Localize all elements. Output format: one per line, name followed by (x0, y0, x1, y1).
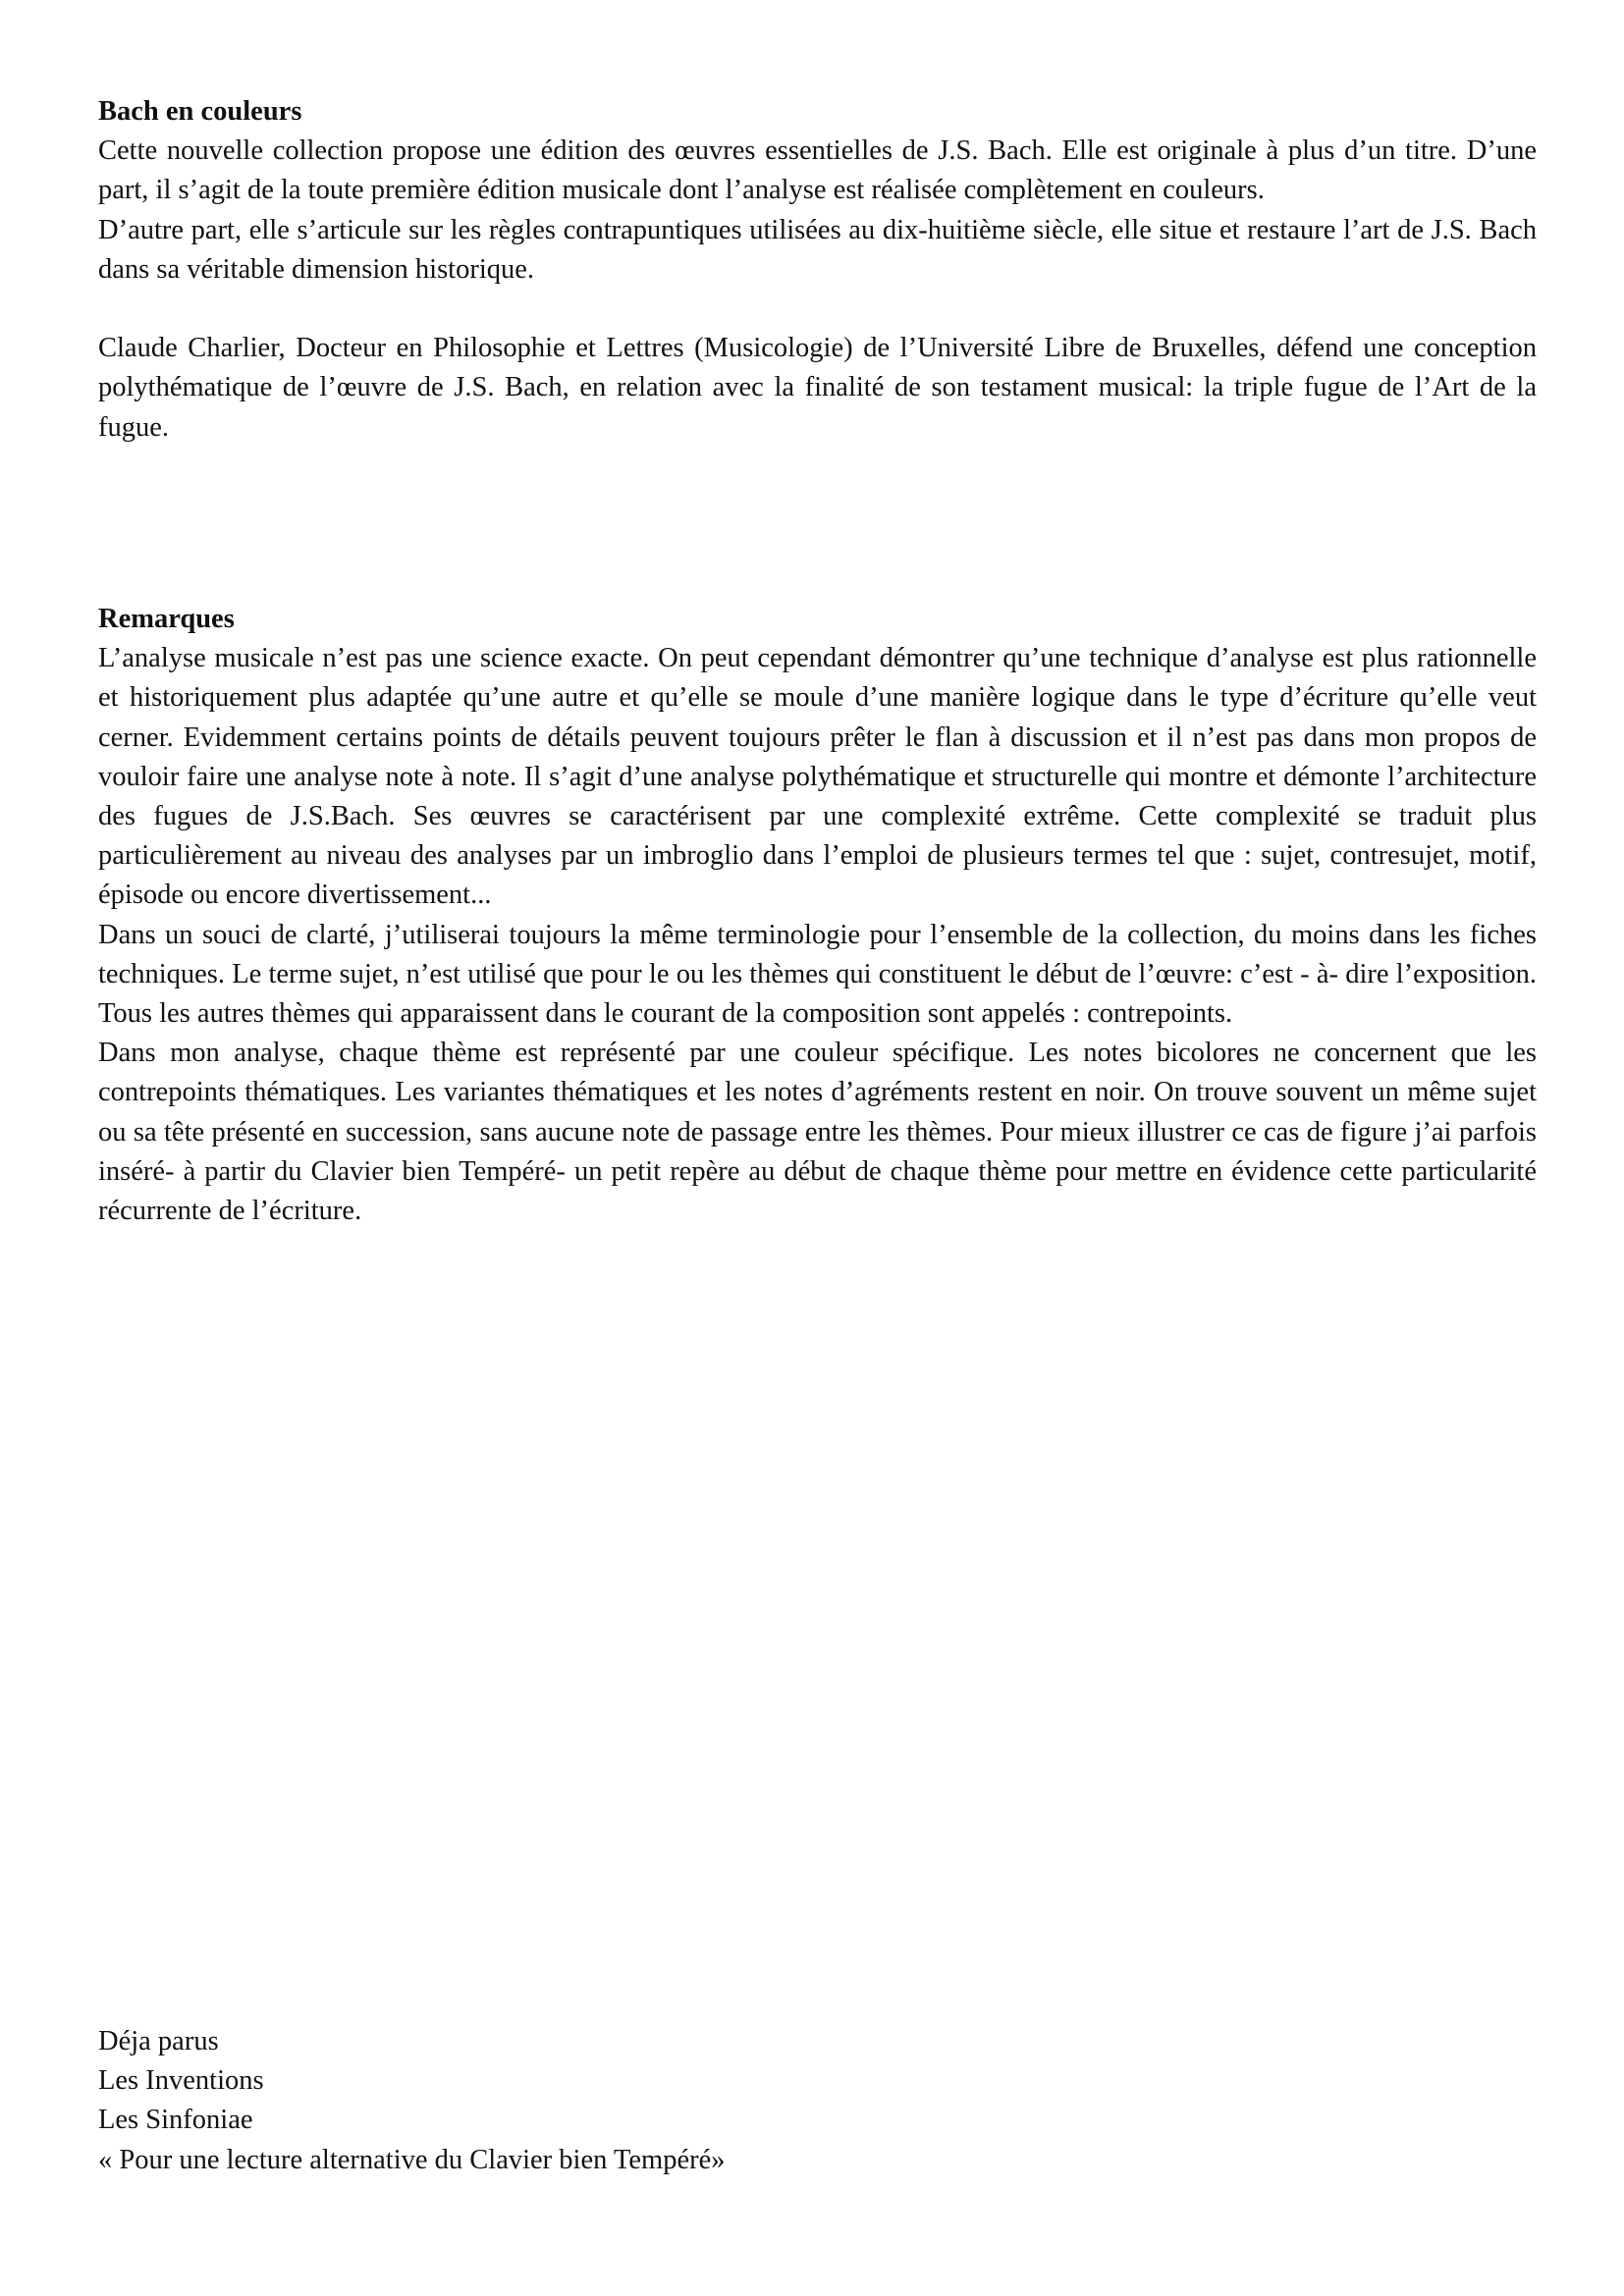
paragraph-author-bio: Claude Charlier, Docteur en Philosophie et Lettres (Musicologie) de l’Université Libre de Bruxelles, défend une conception polythématique de l’œuvre de J.S. Bach, en relation avec la finalité de son testament musical: la triple fugue de l’Art de la fugue. (98, 333, 1537, 443)
published-item-inventions: Les Inventions (98, 2065, 264, 2097)
section-remarques (98, 600, 1537, 1231)
published-item-sinfoniae: Les Sinfoniae (98, 2105, 253, 2136)
paragraph-contrapuntal-rules: D’autre part, elle s’articule sur les règles contrapuntiques utilisées au dix-huitième siècle, elle situe et restaure l’art de J.S. Bach dans sa véritable dimension historique. (98, 214, 1537, 285)
paragraph-analysis-method: L’analyse musicale n’est pas une science exacte. On peut cependant démontrer qu’une technique d’analyse est plus rationnelle et historiquement plus adaptée qu’une autre et qu’elle se moule d’une manière logique dans le type d’écriture qu’elle veut cerner. Evidemment certains points de détails peuvent toujours prêter le flan à discussion et il n’est pas dans mon propos de vouloir faire une analyse note à note. Il s’agit d’une analyse polythématique et structurelle qui montre et démonte l’architecture des fugues de J.S.Bach. Ses œuvres se caractérisent par une complexité extrême. Cette complexité se traduit plus particulièrement au niveau des analyses par un imbroglio dans l’emploi de plusieurs termes tel que : sujet, contresujet, motif, épisode ou encore divertissement... (98, 643, 1537, 911)
section-deja-parus (98, 2022, 1537, 2180)
published-item-clavier: « Pour une lecture alternative du Clavier bien Tempéré» (98, 2144, 726, 2175)
section-heading-remarques: Remarques (98, 604, 235, 634)
paragraph-terminology: Dans un souci de clarté, j’utiliserai toujours la même terminologie pour l’ensemble de la collection, du moins dans les fiches techniques. Le terme sujet, n’est utilisé que pour le ou les thèmes qui constituent le début de l’œuvre: c’est - à- dire l’exposition. Tous les autres thèmes qui apparaissent dans le courant de la composition sont appelés : contrepoints. (98, 919, 1537, 1030)
paragraph-spacer (98, 290, 1537, 329)
published-heading: Déja parus (98, 2026, 219, 2056)
section-heading-bach-en-couleurs: Bach en couleurs (98, 96, 302, 127)
section-bach-en-couleurs (98, 92, 1537, 448)
paragraph-color-coding: Dans mon analyse, chaque thème est représenté par une couleur spécifique. Les notes bicolores ne concernent que les contrepoints thématiques. Les variantes thématiques et les notes d’agréments restent en noir. On trouve souvent un même sujet ou sa tête présenté en succession, sans aucune note de passage entre les thèmes. Pour mieux illustrer ce cas de figure j’ai parfois inséré- à partir du Clavier bien Tempéré- un petit repère au début de chaque thème pour mettre en évidence cette particularité récurrente de l’écriture. (98, 1038, 1537, 1227)
paragraph-collection-intro: Cette nouvelle collection propose une édition des œuvres essentielles de J.S. Bach. Elle est originale à plus d’un titre. D’une part, il s’agit de la toute première édition musicale dont l’analyse est réalisée complètement en couleurs. (98, 135, 1537, 206)
